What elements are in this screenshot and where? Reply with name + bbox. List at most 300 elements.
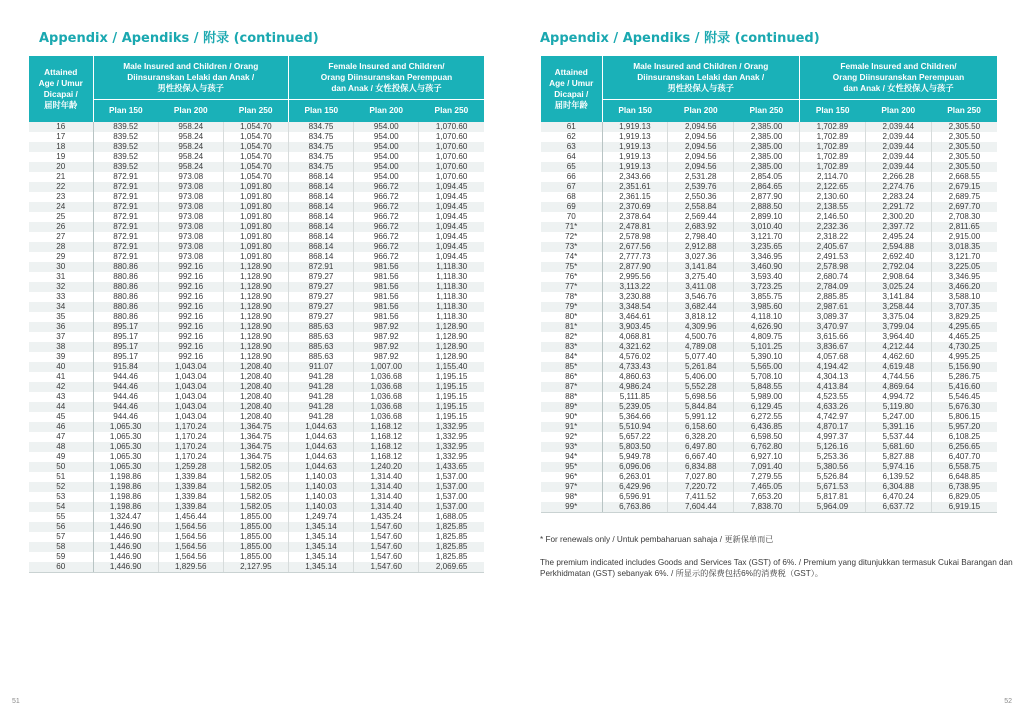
premium-cell: 3,089.37 — [799, 312, 865, 322]
premium-cell: 872.91 — [93, 202, 158, 212]
premium-cell: 1,208.40 — [223, 362, 288, 372]
premium-cell: 5,844.84 — [668, 402, 734, 412]
premium-cell: 1,065.30 — [93, 422, 158, 432]
page-title: Appendix / Apendiks / 附录 (continued) — [540, 31, 820, 46]
premium-cell: 4,057.68 — [799, 352, 865, 362]
age-cell: 99* — [541, 502, 602, 512]
premium-cell: 1,036.68 — [354, 392, 419, 402]
premium-cell: 5,156.90 — [931, 362, 997, 372]
premium-cell: 1,314.40 — [354, 472, 419, 482]
premium-cell: 1,702.89 — [799, 122, 865, 132]
premium-cell: 2,798.40 — [668, 232, 734, 242]
premium-cell: 3,818.12 — [668, 312, 734, 322]
premium-cell: 6,407.70 — [931, 452, 997, 462]
premium-cell: 1,825.85 — [419, 552, 484, 562]
premium-cell: 2,094.56 — [668, 132, 734, 142]
premium-cell: 839.52 — [93, 132, 158, 142]
premium-cell: 1,564.56 — [158, 542, 223, 552]
age-cell: 53 — [29, 492, 93, 502]
premium-cell: 868.14 — [288, 172, 353, 182]
premium-cell: 941.28 — [288, 372, 353, 382]
premium-table — [541, 56, 997, 513]
premium-cell: 3,141.84 — [668, 262, 734, 272]
premium-cell: 3,829.25 — [931, 312, 997, 322]
premium-cell: 895.17 — [93, 342, 158, 352]
premium-cell: 5,827.88 — [865, 452, 931, 462]
premium-cell: 1,195.15 — [419, 372, 484, 382]
table-row — [541, 462, 997, 472]
age-cell: 40 — [29, 362, 93, 372]
age-cell: 82* — [541, 332, 602, 342]
premium-cell: 5,101.25 — [734, 342, 800, 352]
premium-cell: 992.16 — [158, 332, 223, 342]
age-cell: 17 — [29, 132, 93, 142]
premium-cell: 4,730.25 — [931, 342, 997, 352]
female-group-header: Female Insured and Children/ Orang Diinsuranskan Perempuan dan Anak / 女性投保人与孩子 — [799, 56, 997, 99]
plan-column-header: Plan 150 — [288, 99, 353, 122]
premium-cell: 966.72 — [354, 182, 419, 192]
age-cell: 45 — [29, 412, 93, 422]
premium-cell: 2,370.69 — [602, 202, 668, 212]
premium-cell: 2,343.66 — [602, 172, 668, 182]
premium-cell: 6,596.91 — [602, 492, 668, 502]
premium-cell: 5,676.30 — [931, 402, 997, 412]
table-row — [29, 132, 484, 142]
premium-cell: 992.16 — [158, 282, 223, 292]
premium-cell: 6,436.85 — [734, 422, 800, 432]
table-row — [29, 462, 484, 472]
age-cell: 20 — [29, 162, 93, 172]
premium-cell: 3,723.25 — [734, 282, 800, 292]
age-cell: 66 — [541, 172, 602, 182]
table-row — [29, 352, 484, 362]
table-row — [541, 362, 997, 372]
age-cell: 68 — [541, 192, 602, 202]
premium-cell: 2,305.50 — [931, 142, 997, 152]
premium-cell: 1,043.04 — [158, 382, 223, 392]
table-row — [541, 472, 997, 482]
table-row — [29, 552, 484, 562]
premium-cell: 1,564.56 — [158, 532, 223, 542]
age-cell: 63 — [541, 142, 602, 152]
table-row — [541, 492, 997, 502]
premium-cell: 1,314.40 — [354, 492, 419, 502]
premium-cell: 872.91 — [93, 222, 158, 232]
premium-cell: 1,007.00 — [354, 362, 419, 372]
premium-cell: 5,671.53 — [799, 482, 865, 492]
premium-cell: 2,697.70 — [931, 202, 997, 212]
table-row — [29, 272, 484, 282]
premium-cell: 1,364.75 — [223, 432, 288, 442]
premium-cell: 6,667.40 — [668, 452, 734, 462]
premium-cell: 4,413.84 — [799, 382, 865, 392]
premium-cell: 2,385.00 — [734, 132, 800, 142]
table-row — [541, 122, 997, 132]
age-cell: 37 — [29, 332, 93, 342]
age-cell: 67 — [541, 182, 602, 192]
premium-cell: 1,339.84 — [158, 502, 223, 512]
premium-cell: 7,279.55 — [734, 472, 800, 482]
table-row — [29, 242, 484, 252]
premium-cell: 5,989.00 — [734, 392, 800, 402]
premium-cell: 1,208.40 — [223, 372, 288, 382]
table-row — [541, 252, 997, 262]
age-cell: 77* — [541, 282, 602, 292]
table-row — [541, 482, 997, 492]
premium-cell: 872.91 — [93, 172, 158, 182]
premium-cell: 3,346.95 — [734, 252, 800, 262]
premium-cell: 3,121.70 — [734, 232, 800, 242]
table-row — [29, 402, 484, 412]
age-cell: 89* — [541, 402, 602, 412]
premium-cell: 5,964.09 — [799, 502, 865, 512]
premium-cell: 6,497.80 — [668, 442, 734, 452]
premium-cell: 1,339.84 — [158, 492, 223, 502]
premium-cell: 1,332.95 — [419, 432, 484, 442]
premium-cell: 954.00 — [354, 132, 419, 142]
premium-cell: 4,212.44 — [865, 342, 931, 352]
premium-cell: 2,811.65 — [931, 222, 997, 232]
premium-cell: 2,689.75 — [931, 192, 997, 202]
premium-cell: 5,546.45 — [931, 392, 997, 402]
premium-cell: 1,036.68 — [354, 402, 419, 412]
premium-cell: 3,466.20 — [931, 282, 997, 292]
age-cell: 65 — [541, 162, 602, 172]
premium-cell: 6,108.25 — [931, 432, 997, 442]
premium-cell: 2,039.44 — [865, 142, 931, 152]
premium-cell: 3,235.65 — [734, 242, 800, 252]
premium-cell: 5,390.10 — [734, 352, 800, 362]
table-row — [541, 352, 997, 362]
premium-cell: 1,364.75 — [223, 452, 288, 462]
premium-cell: 966.72 — [354, 222, 419, 232]
premium-cell: 954.00 — [354, 152, 419, 162]
premium-cell: 2,558.84 — [668, 202, 734, 212]
premium-cell: 2,094.56 — [668, 152, 734, 162]
premium-cell: 6,139.52 — [865, 472, 931, 482]
premium-cell: 4,465.25 — [931, 332, 997, 342]
premium-cell: 981.56 — [354, 282, 419, 292]
premium-cell: 1,435.24 — [354, 512, 419, 522]
premium-cell: 1,855.00 — [223, 512, 288, 522]
premium-cell: 1,054.70 — [223, 172, 288, 182]
premium-cell: 1,537.00 — [419, 492, 484, 502]
premium-cell: 3,546.76 — [668, 292, 734, 302]
premium-table — [29, 56, 484, 573]
premium-cell: 2,305.50 — [931, 162, 997, 172]
premium-cell: 6,328.20 — [668, 432, 734, 442]
premium-cell: 6,129.45 — [734, 402, 800, 412]
premium-cell: 5,991.12 — [668, 412, 734, 422]
table-row — [29, 292, 484, 302]
premium-cell: 2,361.15 — [602, 192, 668, 202]
premium-cell: 1,065.30 — [93, 432, 158, 442]
premium-cell: 3,836.67 — [799, 342, 865, 352]
plan-column-header: Plan 250 — [223, 99, 288, 122]
premium-cell: 3,682.44 — [668, 302, 734, 312]
premium-cell: 2,987.61 — [799, 302, 865, 312]
table-row — [29, 372, 484, 382]
table-row — [541, 332, 997, 342]
premium-cell: 2,232.36 — [799, 222, 865, 232]
premium-cell: 1,044.63 — [288, 462, 353, 472]
premium-cell: 1,259.28 — [158, 462, 223, 472]
plan-column-header: Plan 150 — [799, 99, 865, 122]
premium-cell: 6,272.55 — [734, 412, 800, 422]
premium-cell: 4,789.08 — [668, 342, 734, 352]
age-cell: 24 — [29, 202, 93, 212]
premium-cell: 1,091.80 — [223, 182, 288, 192]
premium-cell: 4,986.24 — [602, 382, 668, 392]
premium-cell: 987.92 — [354, 322, 419, 332]
premium-cell: 1,118.30 — [419, 312, 484, 322]
premium-cell: 2,385.00 — [734, 162, 800, 172]
premium-cell: 872.91 — [93, 232, 158, 242]
premium-cell: 5,957.20 — [931, 422, 997, 432]
premium-cell: 3,903.45 — [602, 322, 668, 332]
renewal-footnote: * For renewals only / Untuk pembaharuan sahaja / 更新保单而已 — [540, 535, 774, 544]
premium-cell: 6,829.05 — [931, 492, 997, 502]
premium-cell: 3,025.24 — [865, 282, 931, 292]
premium-cell: 973.08 — [158, 252, 223, 262]
premium-cell: 1,091.80 — [223, 232, 288, 242]
premium-cell: 1,094.45 — [419, 202, 484, 212]
premium-cell: 868.14 — [288, 192, 353, 202]
premium-cell: 1,044.63 — [288, 422, 353, 432]
premium-cell: 1,091.80 — [223, 212, 288, 222]
premium-cell: 3,470.97 — [799, 322, 865, 332]
age-cell: 79* — [541, 302, 602, 312]
age-cell: 54 — [29, 502, 93, 512]
premium-cell: 915.84 — [93, 362, 158, 372]
premium-cell: 880.86 — [93, 262, 158, 272]
age-cell: 84* — [541, 352, 602, 362]
table-row — [29, 442, 484, 452]
premium-cell: 6,558.75 — [931, 462, 997, 472]
premium-cell: 954.00 — [354, 162, 419, 172]
plan-column-header: Plan 150 — [602, 99, 668, 122]
premium-cell: 1,128.90 — [419, 342, 484, 352]
premium-cell: 1,582.05 — [223, 462, 288, 472]
premium-cell: 1,128.90 — [223, 312, 288, 322]
age-cell: 97* — [541, 482, 602, 492]
page-number: 51 — [12, 698, 20, 705]
premium-cell: 2,491.53 — [799, 252, 865, 262]
premium-cell: 5,126.16 — [799, 442, 865, 452]
premium-cell: 2,912.88 — [668, 242, 734, 252]
table-row — [541, 292, 997, 302]
premium-cell: 1,140.03 — [288, 472, 353, 482]
premium-cell: 4,500.76 — [668, 332, 734, 342]
premium-cell: 872.91 — [93, 192, 158, 202]
premium-cell: 2,908.64 — [865, 272, 931, 282]
table-row — [29, 212, 484, 222]
premium-cell: 1,702.89 — [799, 132, 865, 142]
premium-cell: 1,547.60 — [354, 532, 419, 542]
premium-cell: 6,763.86 — [602, 502, 668, 512]
premium-cell: 1,128.90 — [419, 332, 484, 342]
plan-column-header: Plan 200 — [865, 99, 931, 122]
premium-cell: 872.91 — [93, 212, 158, 222]
table-row — [541, 412, 997, 422]
premium-cell: 5,253.36 — [799, 452, 865, 462]
premium-cell: 1,140.03 — [288, 492, 353, 502]
premium-cell: 4,870.17 — [799, 422, 865, 432]
premium-cell: 3,593.40 — [734, 272, 800, 282]
table-row — [541, 172, 997, 182]
premium-cell: 2,378.64 — [602, 212, 668, 222]
plan-column-header: Plan 200 — [158, 99, 223, 122]
premium-cell: 879.27 — [288, 282, 353, 292]
premium-cell: 2,274.76 — [865, 182, 931, 192]
premium-cell: 1,091.80 — [223, 252, 288, 262]
premium-cell: 1,128.90 — [223, 332, 288, 342]
age-column-header: Attained Age / Umur Dicapai / 届时年龄 — [29, 56, 93, 122]
premium-cell: 1,065.30 — [93, 462, 158, 472]
age-cell: 48 — [29, 442, 93, 452]
age-cell: 85* — [541, 362, 602, 372]
premium-cell: 2,478.81 — [602, 222, 668, 232]
premium-cell: 1,198.86 — [93, 482, 158, 492]
premium-cell: 1,855.00 — [223, 522, 288, 532]
premium-cell: 3,018.35 — [931, 242, 997, 252]
premium-cell: 1,195.15 — [419, 402, 484, 412]
age-cell: 21 — [29, 172, 93, 182]
premium-cell: 885.63 — [288, 322, 353, 332]
table-row — [541, 242, 997, 252]
table-row — [29, 422, 484, 432]
age-cell: 80* — [541, 312, 602, 322]
premium-cell: 1,091.80 — [223, 222, 288, 232]
age-cell: 28 — [29, 242, 93, 252]
premium-cell: 1,198.86 — [93, 492, 158, 502]
premium-cell: 1,128.90 — [419, 322, 484, 332]
age-cell: 73* — [541, 242, 602, 252]
premium-cell: 958.24 — [158, 122, 223, 132]
table-row — [541, 392, 997, 402]
premium-cell: 1,094.45 — [419, 192, 484, 202]
age-cell: 44 — [29, 402, 93, 412]
premium-cell: 966.72 — [354, 242, 419, 252]
premium-cell: 973.08 — [158, 232, 223, 242]
premium-cell: 1,043.04 — [158, 362, 223, 372]
table-row — [29, 482, 484, 492]
premium-cell: 3,985.60 — [734, 302, 800, 312]
premium-cell: 1,128.90 — [419, 352, 484, 362]
premium-cell: 5,848.55 — [734, 382, 800, 392]
premium-cell: 3,027.36 — [668, 252, 734, 262]
premium-cell: 1,332.95 — [419, 452, 484, 462]
age-cell: 22 — [29, 182, 93, 192]
age-cell: 16 — [29, 122, 93, 132]
premium-cell: 992.16 — [158, 352, 223, 362]
table-row — [541, 372, 997, 382]
premium-cell: 3,225.05 — [931, 262, 997, 272]
premium-cell: 3,010.40 — [734, 222, 800, 232]
premium-cell: 2,300.20 — [865, 212, 931, 222]
premium-cell: 1,140.03 — [288, 502, 353, 512]
premium-cell: 1,339.84 — [158, 472, 223, 482]
age-cell: 50 — [29, 462, 93, 472]
premium-cell: 958.24 — [158, 142, 223, 152]
premium-cell: 4,869.64 — [865, 382, 931, 392]
table-row — [29, 362, 484, 372]
premium-cell: 5,803.50 — [602, 442, 668, 452]
premium-cell: 5,111.85 — [602, 392, 668, 402]
premium-cell: 1,345.14 — [288, 532, 353, 542]
premium-cell: 5,239.05 — [602, 402, 668, 412]
premium-cell: 7,653.20 — [734, 492, 800, 502]
premium-cell: 992.16 — [158, 302, 223, 312]
premium-cell: 2,777.73 — [602, 252, 668, 262]
premium-cell: 4,809.75 — [734, 332, 800, 342]
premium-cell: 1,314.40 — [354, 482, 419, 492]
premium-cell: 5,681.60 — [865, 442, 931, 452]
premium-cell: 1,054.70 — [223, 132, 288, 142]
age-cell: 33 — [29, 292, 93, 302]
premium-cell: 880.86 — [93, 292, 158, 302]
premium-cell: 1,128.90 — [223, 272, 288, 282]
table-row — [29, 522, 484, 532]
premium-cell: 1,094.45 — [419, 252, 484, 262]
premium-cell: 3,707.35 — [931, 302, 997, 312]
premium-cell: 2,550.36 — [668, 192, 734, 202]
premium-cell: 4,995.25 — [931, 352, 997, 362]
premium-cell: 981.56 — [354, 312, 419, 322]
premium-cell: 6,256.65 — [931, 442, 997, 452]
premium-cell: 3,230.88 — [602, 292, 668, 302]
table-row — [541, 502, 997, 512]
premium-cell: 5,077.40 — [668, 352, 734, 362]
premium-cell: 3,121.70 — [931, 252, 997, 262]
premium-cell: 834.75 — [288, 152, 353, 162]
premium-cell: 1,919.13 — [602, 142, 668, 152]
female-group-header: Female Insured and Children/ Orang Diinsuranskan Perempuan dan Anak / 女性投保人与孩子 — [288, 56, 484, 99]
table-row — [29, 182, 484, 192]
premium-cell: 1,702.89 — [799, 162, 865, 172]
premium-cell: 868.14 — [288, 212, 353, 222]
table-row — [29, 332, 484, 342]
premium-cell: 1,170.24 — [158, 422, 223, 432]
premium-cell: 1,168.12 — [354, 432, 419, 442]
premium-cell: 839.52 — [93, 122, 158, 132]
premium-cell: 834.75 — [288, 122, 353, 132]
premium-cell: 5,708.10 — [734, 372, 800, 382]
premium-cell: 2,877.90 — [602, 262, 668, 272]
premium-cell: 1,170.24 — [158, 452, 223, 462]
premium-cell: 5,949.78 — [602, 452, 668, 462]
table-row — [541, 322, 997, 332]
table-body — [29, 122, 484, 572]
premium-cell: 1,688.05 — [419, 512, 484, 522]
premium-cell: 2,784.09 — [799, 282, 865, 292]
premium-cell: 941.28 — [288, 402, 353, 412]
premium-cell: 973.08 — [158, 192, 223, 202]
table-row — [29, 302, 484, 312]
premium-cell: 1,208.40 — [223, 412, 288, 422]
premium-cell: 2,127.95 — [223, 562, 288, 572]
premium-cell: 2,677.56 — [602, 242, 668, 252]
premium-cell: 1,198.86 — [93, 502, 158, 512]
premium-cell: 5,416.60 — [931, 382, 997, 392]
premium-cell: 3,375.04 — [865, 312, 931, 322]
age-cell: 56 — [29, 522, 93, 532]
premium-cell: 1,855.00 — [223, 552, 288, 562]
age-cell: 34 — [29, 302, 93, 312]
premium-cell: 1,446.90 — [93, 552, 158, 562]
premium-cell: 6,834.88 — [668, 462, 734, 472]
premium-cell: 1,208.40 — [223, 402, 288, 412]
